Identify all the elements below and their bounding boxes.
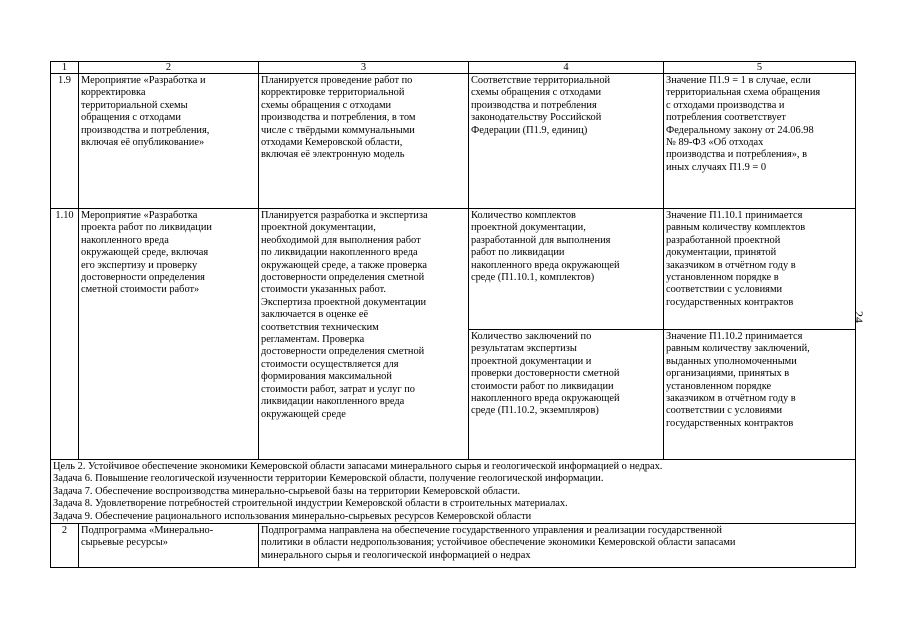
- subprogram-name: Подпрограмма «Минерально- сырьевые ресурсы»: [79, 524, 259, 568]
- page-number: 24: [852, 311, 866, 323]
- event-plan: Планируется проведение работ по корректировке территориальной схемы обращения с отходами производства и потребления, в том числе с твёрдыми коммунальными отходами Кемеровской области, включая её электронную модель: [259, 74, 469, 209]
- row-number: 1.10: [51, 209, 79, 460]
- header-col-2: 2: [79, 62, 259, 74]
- indicator-value: Значение П1.9 = 1 в случае, если территориальная схема обращения с отходами производства и потребления соответствует Федеральному закону от 24.06.98 № 89-ФЗ «Об отходах производства и потребления», в иных случаях П1.9 = 0: [664, 74, 856, 209]
- row-number: 2: [51, 524, 79, 568]
- event-name: Мероприятие «Разработка проекта работ по ликвидации накопленного вреда окружающей среде, включая его экспертизу и проверку достоверности определения сметной стоимости работ»: [79, 209, 259, 460]
- row-number: 1.9: [51, 74, 79, 209]
- program-table: [50, 61, 856, 568]
- event-name: Мероприятие «Разработка и корректировка территориальной схемы обращения с отходами производства и потребления, включая её опубликование»: [79, 74, 259, 209]
- header-col-4: 4: [469, 62, 664, 74]
- indicator: Количество заключений по результатам экспертизы проектной документации и проверки достоверности сметной стоимости работ по ликвидации накопленного вреда окружающей среде (П1.10.2, экземпляров): [469, 330, 664, 460]
- header-row: [51, 62, 856, 74]
- goals-text: Цель 2. Устойчивое обеспечение экономики Кемеровской области запасами минерального сырья и геологической информацией о недрах. Задача 6. Повышение геологической изученности территории Кемеровской области, получение геологической информации. Задача 7. Обеспечение воспроизводства минерально-сырьевой базы на территории Кемеровской области. Задача 8. Удовлетворение потребностей строительной индустрии Кемеровской области в строительных материалах. Задача 9. Обеспечение рационального использования минерально-сырьевых ресурсов Кемеровской области: [51, 460, 856, 524]
- subprogram-description: Подпрограмма направлена на обеспечение государственного управления и реализации государственной политики в области недропользования; устойчивое обеспечение экономики Кемеровской области запасами минерального сырья и геологической информацией о недрах: [259, 524, 856, 568]
- table-row: [51, 74, 856, 209]
- indicator: Количество комплектов проектной документации, разработанной для выполнения работ по ликвидации накопленного вреда окружающей среде (П1.10.1, комплектов): [469, 209, 664, 330]
- indicator-value: Значение П1.10.2 принимается равным количеству заключений, выданных уполномоченными организациями, принятых в установленном порядке заказчиком в отчётном году в соответствии с условиями государственных контрактов: [664, 330, 856, 460]
- table-row: [51, 209, 856, 330]
- header-col-1: 1: [51, 62, 79, 74]
- indicator: Соответствие территориальной схемы обращения с отходами производства и потребления законодательству Российской Федерации (П1.9, единиц): [469, 74, 664, 209]
- event-plan: Планируется разработка и экспертиза проектной документации, необходимой для выполнения работ по ликвидации накопленного вреда окружающей среде, а также проверка достоверности определения сметной стоимости указанных работ. Экспертиза проектной документации заключается в оценке её соответствия техническим регламентам. Проверка достоверности определения сметной стоимости осуществляется для формирования максимальной стоимости работ, затрат и услуг по ликвидации накопленного вреда окружающей среде: [259, 209, 469, 460]
- header-col-5: 5: [664, 62, 856, 74]
- table-row: [51, 524, 856, 568]
- header-col-3: 3: [259, 62, 469, 74]
- goals-row: [51, 460, 856, 524]
- indicator-value: Значение П1.10.1 принимается равным количеству комплектов разработанной проектной документации, принятой заказчиком в отчётном году в установленном порядке в соответствии с условиями государственных контрактов: [664, 209, 856, 330]
